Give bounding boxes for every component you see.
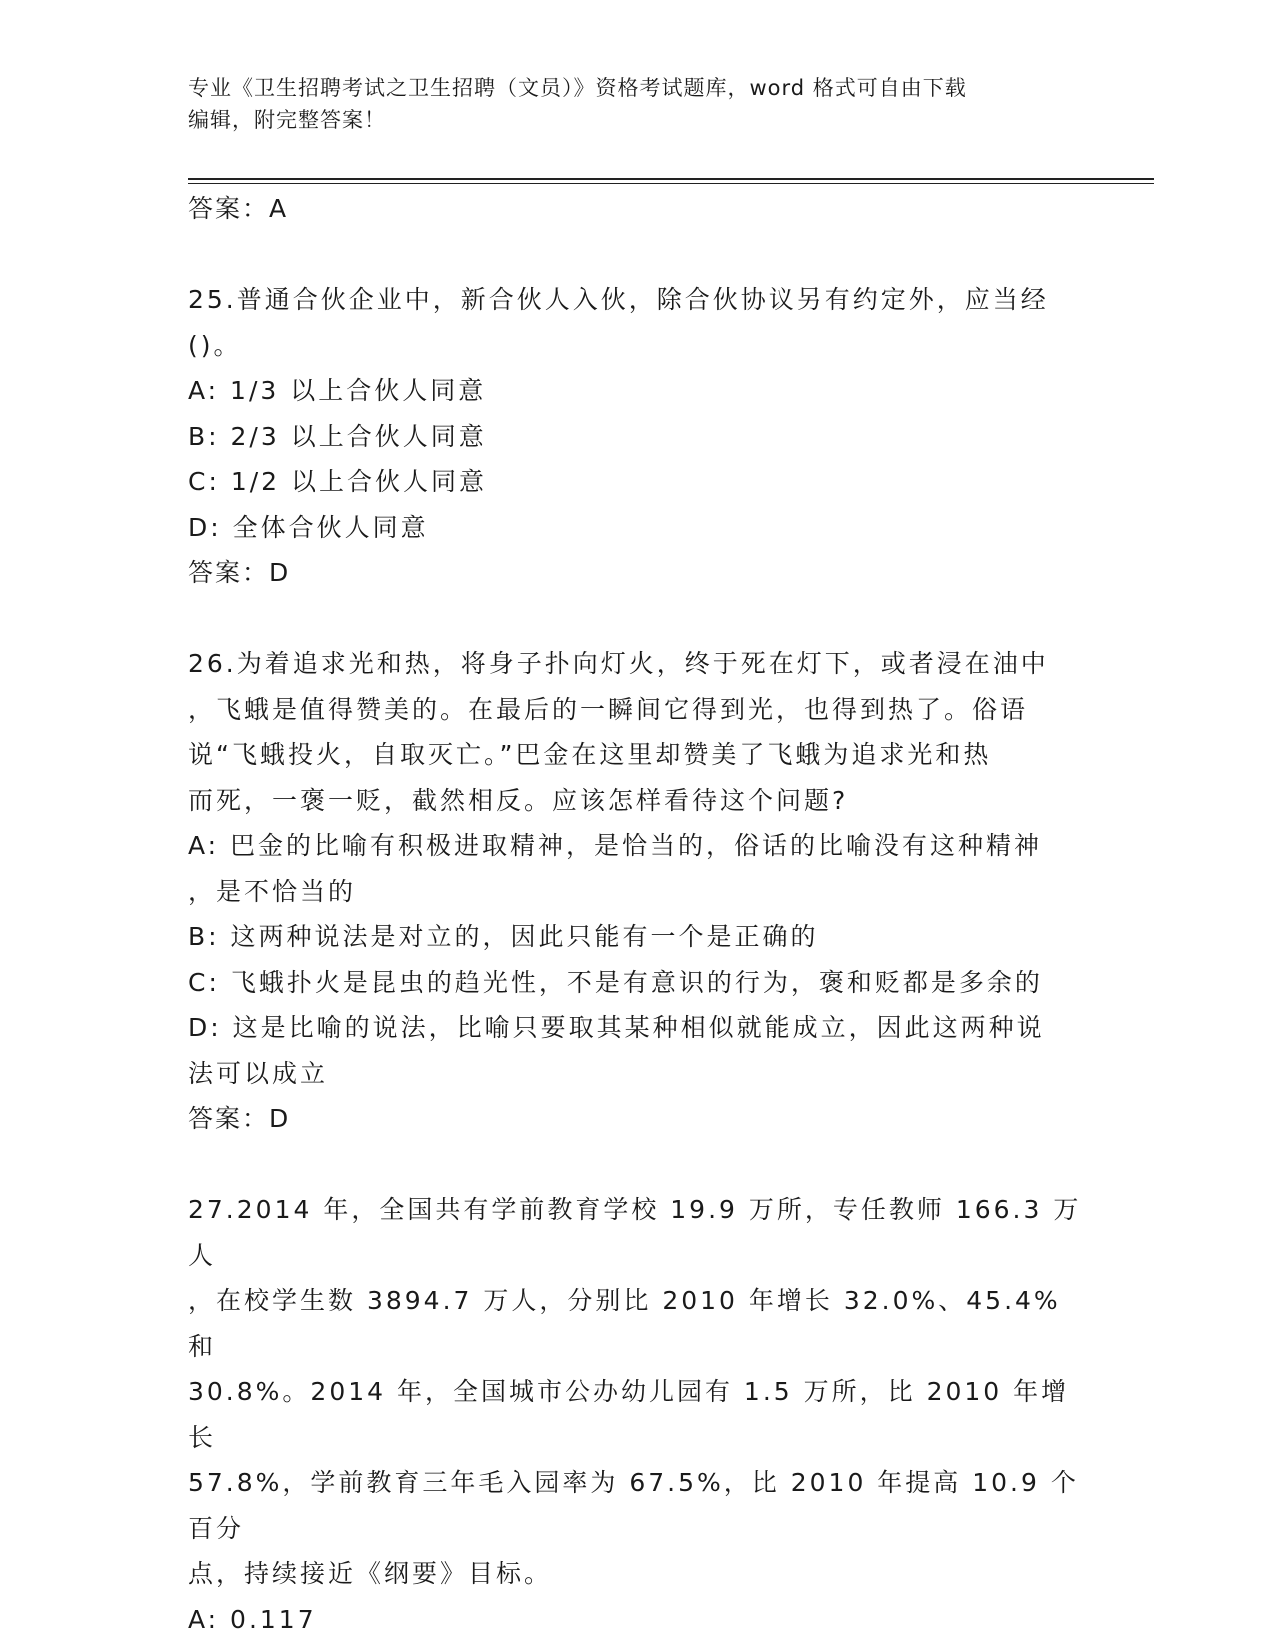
option-d-continued: 法可以成立 [188,1058,329,1088]
question-text-line: 说“飞蛾投火，自取灭亡。”巴金在这里却赞美了飞蛾为追求光和热 [188,740,992,769]
option-a: A: 0.117 [188,1604,317,1634]
question-26 [188,641,1088,1142]
spacer [188,1142,1088,1188]
header-line-2: 编辑，附完整答案！ [188,108,386,132]
question-text-line: 25.普通合伙企业中，新合伙人入伙，除合伙协议另有约定外，应当经 [188,285,1049,314]
question-text-line: 而死，一褒一贬，截然相反。应该怎样看待这个问题? [188,785,849,815]
option-b: B: 这两种说法是对立的，因此只能有一个是正确的 [188,922,819,951]
answer-label: 答案：D [188,1104,291,1133]
answer-label: 答案：D [188,558,291,587]
option-a: A: 1/3 以上合伙人同意 [188,376,487,405]
header-rule-thin [188,183,1154,184]
question-text-line: 点，持续接近《纲要》目标。 [188,1559,553,1588]
question-text-line: 57.8%，学前教育三年毛入园率为 67.5%，比 2010 年提高 10.9 个百分 [188,1468,1079,1543]
document-header [188,72,1068,136]
header-rule-thick [188,178,1154,180]
question-content [188,186,1088,1642]
spacer [188,232,1088,278]
spacer [188,596,1088,642]
option-c: C: 1/2 以上合伙人同意 [188,467,488,496]
question-text-line: ()。 [188,330,242,360]
question-text-line: 27.2014 年，全国共有学前教育学校 19.9 万所，专任教师 166.3 万人 [188,1195,1082,1270]
option-a-continued: ，是不恰当的 [188,876,357,906]
question-text-line: 26.为着追求光和热，将身子扑向灯火，终于死在灯下，或者浸在油中 [188,649,1049,678]
option-d: D: 这是比喻的说法，比喻只要取其某种相似就能成立，因此这两种说 [188,1013,1045,1042]
option-c: C: 飞蛾扑火是昆虫的趋光性，不是有意识的行为，褒和贬都是多余的 [188,967,1043,997]
option-a: A: 巴金的比喻有积极进取精神，是恰当的，俗话的比喻没有这种精神 [188,831,1043,860]
question-text-line: ，在校学生数 3894.7 万人，分别比 2010 年增长 32.0%、45.4%和 [188,1286,1061,1361]
question-25 [188,277,1088,596]
question-text-line: ，飞蛾是值得赞美的。在最后的一瞬间它得到光，也得到热了。俗语 [188,694,1029,724]
answer-label: 答案：A [188,194,289,223]
question-27 [188,1187,1088,1642]
header-line-1: 专业《卫生招聘考试之卫生招聘（文员）》资格考试题库，word 格式可自由下载 [188,76,967,100]
option-d: D: 全体合伙人同意 [188,512,429,542]
option-b: B: 2/3 以上合伙人同意 [188,421,487,451]
question-text-line: 30.8%。2014 年，全国城市公办幼儿园有 1.5 万所，比 2010 年增长 [188,1377,1070,1452]
